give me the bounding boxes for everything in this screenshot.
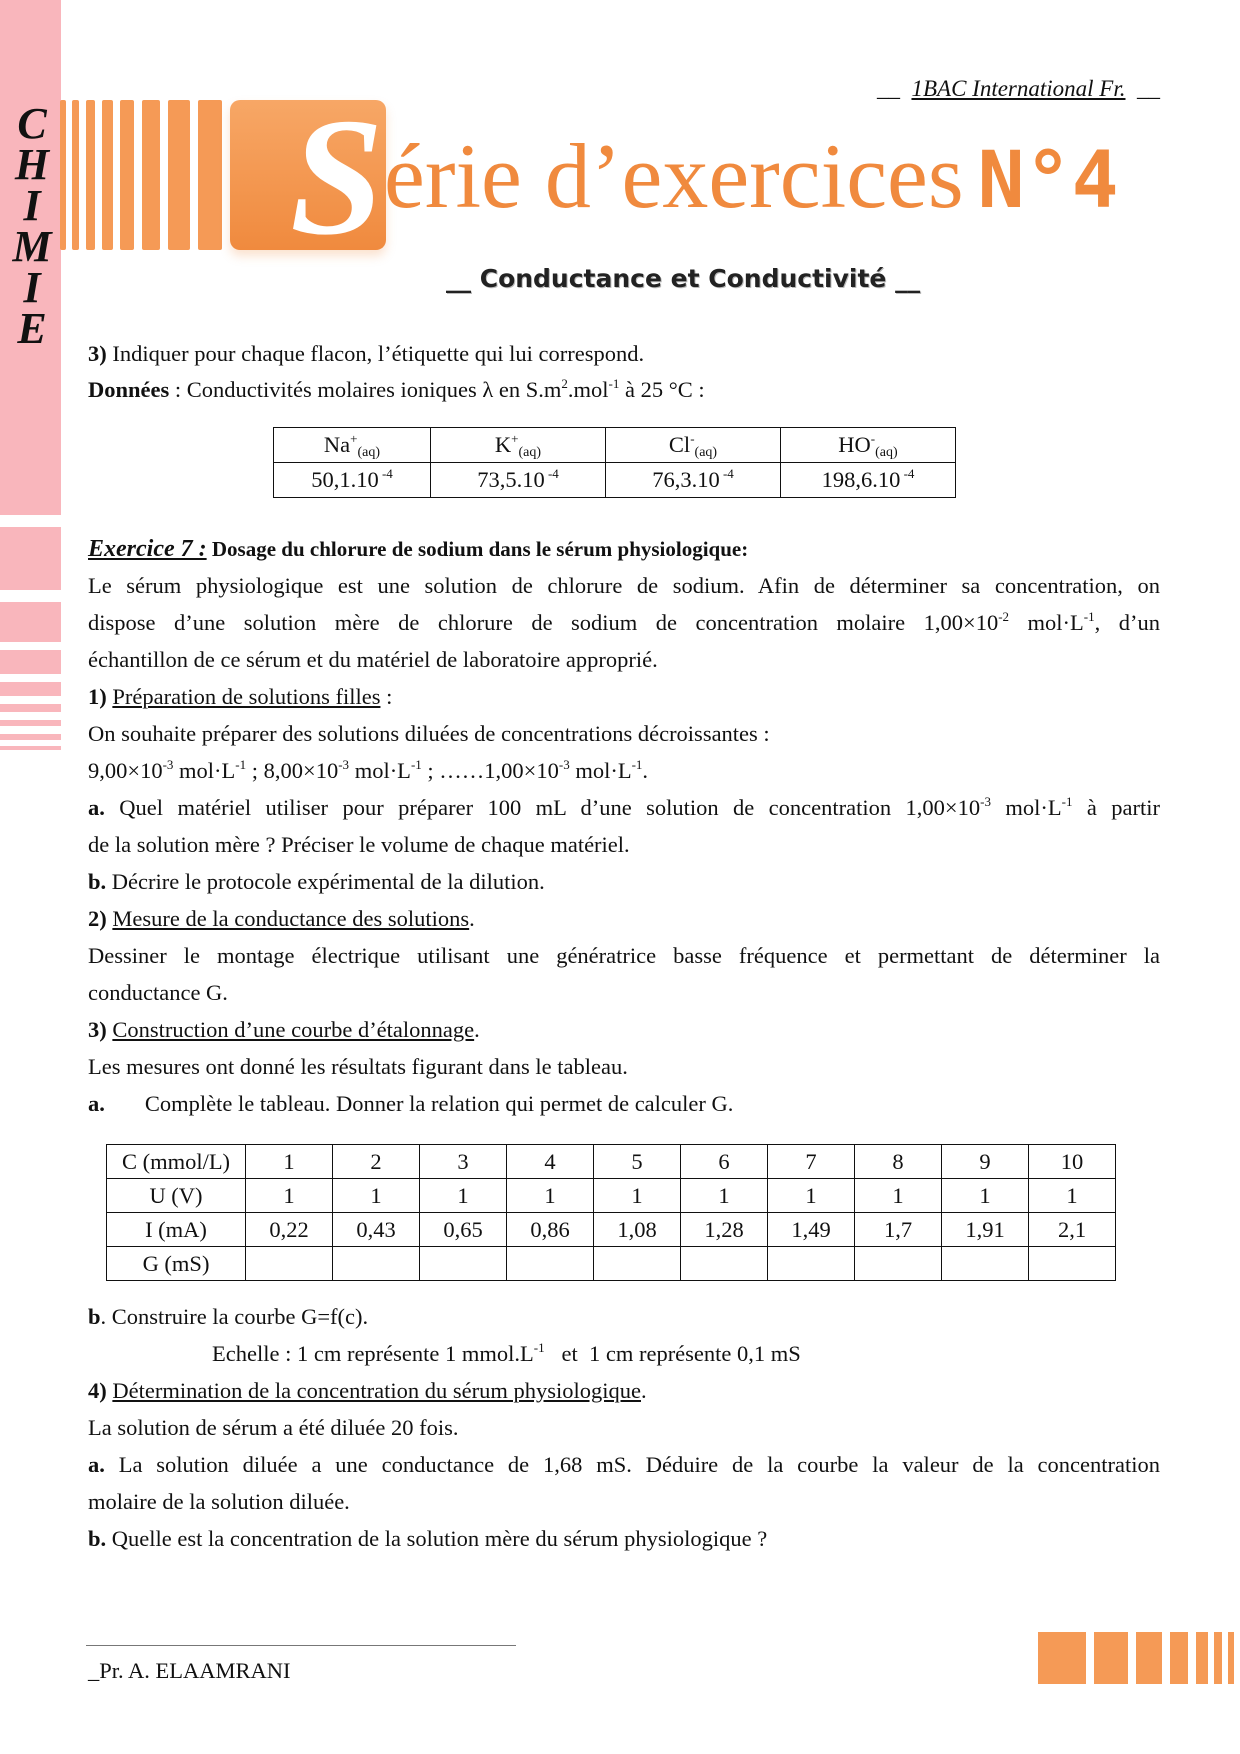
table-cell: 1 [507,1179,594,1213]
table-row [107,1179,1116,1213]
table-cell: 1 [420,1179,507,1213]
ion-value: 73,5.10 $^{-4}$ [431,463,606,498]
table-row [107,1247,1116,1281]
question-3-text: Les mesures ont donné les résultats figurant dans le tableau. [88,1054,628,1079]
page-title: érie d’exercices N°4 [384,125,1119,227]
table-cell: 4 [507,1145,594,1179]
footer-decor-bar [1196,1632,1208,1684]
table-cell: 10 [1029,1145,1116,1179]
table-cell: 1 [942,1179,1029,1213]
scale-line: Echelle : 1 cm représente 1 $mmol.L^{-1}$ et 1 cm représente 0,1 mS [212,1340,801,1366]
title-initial: S [290,84,384,270]
table-cell: 1,91 [942,1213,1029,1247]
table-cell [942,1247,1029,1281]
table-cell [246,1247,333,1281]
sidebar-stripe [0,602,61,642]
table-cell: 1,7 [855,1213,942,1247]
ion-header: $Na^+_{(aq)}$ [274,428,431,463]
row-label: I (mA) [107,1213,246,1247]
row-label: G (mS) [107,1247,246,1281]
table-cell [420,1247,507,1281]
footer-divider [86,1645,516,1646]
ion-value: 198,6.10 $^{-4}$ [781,463,956,498]
ion-conductivity-table [273,427,956,498]
question-1a: a. Quel matériel utiliser pour préparer 100 mL d’une solution de concentration $1,00\times 10^{-3}$ $mol\cdot L^{-1}$ à partir [88,794,1160,820]
ion-header: $HO^-_{(aq)}$ [781,428,956,463]
table-cell: 1,49 [768,1213,855,1247]
table-row [107,1145,1116,1179]
decor-bar [198,100,222,250]
question-3b: b. Construire la courbe G=f(c). [88,1304,369,1329]
table-cell [1029,1247,1116,1281]
table-cell: 1,08 [594,1213,681,1247]
table-cell: 0,65 [420,1213,507,1247]
question-4a: a. La solution diluée a une conductance de 1,68 mS. Déduire de la courbe la valeur de la concentration [88,1452,1160,1477]
decor-bar [72,100,79,250]
table-cell: 8 [855,1145,942,1179]
chapter-subtitle: __ Conductance et Conductivité __ [446,264,921,293]
sidebar-stripe [0,734,61,740]
table-cell: 2,1 [1029,1213,1116,1247]
sidebar-stripe [0,682,61,696]
question-4-heading: 4) Détermination de la concentration du sérum physiologique. [88,1378,647,1403]
table-cell: 1 [246,1145,333,1179]
decor-bar [142,100,160,250]
footer-decor-bar [1094,1632,1128,1684]
question-4a-cont: molaire de la solution diluée. [88,1489,350,1514]
decor-bar [120,100,134,250]
table-cell: 6 [681,1145,768,1179]
ion-value: 76,3.10 $^{-4}$ [606,463,781,498]
table-cell: 7 [768,1145,855,1179]
table-cell: 1 [1029,1179,1116,1213]
table-row [107,1213,1116,1247]
concentration-list: $9,00\times 10^{-3}$ $mol\cdot L^{-1}$ ; $8,00\times 10^{-3}$ $mol\cdot L^{-1}$ ; $\dots\dots 1,00\times 10^{-3}$ $mol\cdot L^{-1}$. [88,757,649,783]
table-cell: 3 [420,1145,507,1179]
exercise-heading: Exercice 7 : Dosage du chlorure de sodium dans le sérum physiologique: [88,536,749,562]
table-cell: 5 [594,1145,681,1179]
table-cell [594,1247,681,1281]
table-cell [507,1247,594,1281]
question-3a: a. Complète le tableau. Donner la relation qui permet de calculer G. [88,1091,734,1116]
decor-bar [60,100,66,250]
question-4b: b. Quelle est la concentration de la solution mère du sérum physiologique ? [88,1526,768,1551]
table-cell: 1 [246,1179,333,1213]
table-cell: 9 [942,1145,1029,1179]
table-cell: 0,43 [333,1213,420,1247]
ion-header: $K^+_{(aq)}$ [431,428,606,463]
question-1a-cont: de la solution mère ? Préciser le volume de chaque matériel. [88,832,630,857]
question-3-heading: 3) Construction d’une courbe d’étalonnage. [88,1017,480,1042]
donnees-line: Données : Conductivités molaires ioniques λ en $S.m^2.mol^{-1}$ à 25 °C : [88,376,705,402]
table-cell [855,1247,942,1281]
question-2-heading: 2) Mesure de la conductance des solutions. [88,906,475,931]
row-label: U (V) [107,1179,246,1213]
intro-line-3: échantillon de ce sérum et du matériel de laboratoire approprié. [88,647,658,672]
footer-decor-bar [1038,1632,1086,1684]
table-cell: 0,86 [507,1213,594,1247]
decor-bar [168,100,190,250]
sidebar-stripe [0,720,61,726]
question-2-text-cont: conductance G. [88,980,228,1005]
ion-header: $Cl^-_{(aq)}$ [606,428,781,463]
footer-decor-bar [1228,1632,1234,1684]
sidebar-stripe [0,704,61,712]
sidebar-stripe [0,746,61,750]
table-cell: 0,22 [246,1213,333,1247]
question-4-text: La solution de sérum a été diluée 20 fois. [88,1415,459,1440]
sidebar-stripe [0,527,61,590]
question-3: 3) Indiquer pour chaque flacon, l’étiquette qui lui correspond. [88,341,645,366]
footer-decor-bar [1214,1632,1222,1684]
table-cell: 1 [768,1179,855,1213]
table-cell: 2 [333,1145,420,1179]
question-2-text: Dessiner le montage électrique utilisant une génératrice basse fréquence et permettant de déterminer la [88,943,1160,968]
intro-line-2: dispose d’une solution mère de chlorure de sodium de concentration molaire $1,00\times 10^{-2}$ $mol\cdot L^{-1}$, d’un [88,609,1160,635]
ion-value: 50,1.10 $^{-4}$ [274,463,431,498]
subject-vertical-label: C H I M I E [12,99,52,353]
table-cell: 1 [681,1179,768,1213]
intro-line-1: Le sérum physiologique est une solution de chlorure de sodium. Afin de déterminer sa concentration, on [88,573,1160,598]
question-1b: b. Décrire le protocole expérimental de la dilution. [88,869,545,894]
row-label: C (mmol/L) [107,1145,246,1179]
table-cell [681,1247,768,1281]
table-cell [333,1247,420,1281]
author: _Pr. A. ELAAMRANI [88,1658,291,1683]
table-cell: 1 [333,1179,420,1213]
table-cell: 1,28 [681,1213,768,1247]
class-label: __ 1BAC International Fr. __ [876,76,1160,101]
question-1-heading: 1) Préparation de solutions filles : [88,684,393,709]
table-cell: 1 [594,1179,681,1213]
table-cell [768,1247,855,1281]
measurement-table [106,1144,1116,1281]
decor-bar [102,100,113,250]
sidebar-stripe [0,650,61,674]
decor-bar [86,100,95,250]
footer-decor-bar [1170,1632,1188,1684]
question-1-text: On souhaite préparer des solutions diluées de concentrations décroissantes : [88,721,770,746]
table-cell: 1 [855,1179,942,1213]
footer-decor-bar [1136,1632,1162,1684]
